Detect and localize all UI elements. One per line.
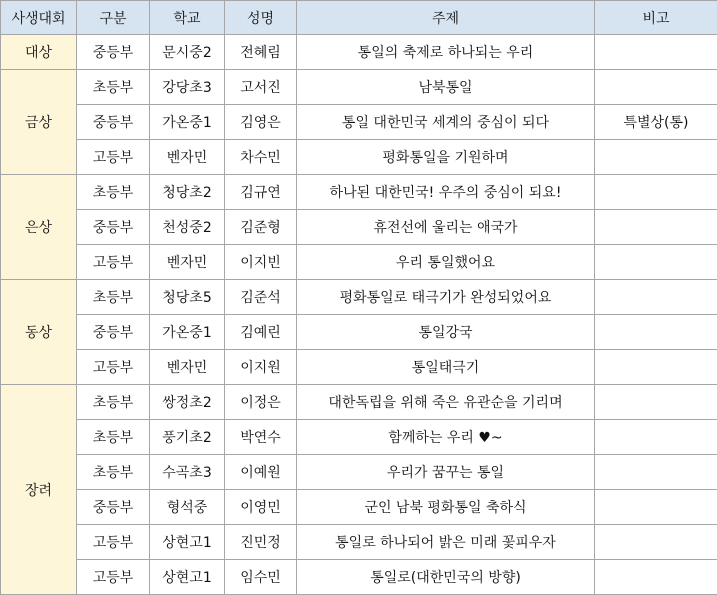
school-cell: 벤자민 (150, 140, 225, 175)
topic-cell: 통일의 축제로 하나되는 우리 (297, 35, 595, 70)
topic-cell: 통일로 하나되어 밝은 미래 꽃피우자 (297, 525, 595, 560)
name-cell: 고서진 (225, 70, 297, 105)
name-cell: 진민정 (225, 525, 297, 560)
division-cell: 중등부 (77, 35, 150, 70)
note-cell (595, 490, 717, 525)
award-cell: 동상 (1, 280, 77, 385)
school-cell: 수곡초3 (150, 455, 225, 490)
table-row (1, 420, 717, 455)
note-cell: 특별상(통) (595, 105, 717, 140)
name-cell: 이지빈 (225, 245, 297, 280)
table-body (1, 35, 717, 595)
note-cell (595, 560, 717, 595)
note-cell (595, 175, 717, 210)
table-row (1, 105, 717, 140)
name-cell: 이정은 (225, 385, 297, 420)
school-cell: 청당초5 (150, 280, 225, 315)
name-cell: 김준형 (225, 210, 297, 245)
name-cell: 박연수 (225, 420, 297, 455)
division-cell: 초등부 (77, 175, 150, 210)
division-cell: 고등부 (77, 350, 150, 385)
name-cell: 김영은 (225, 105, 297, 140)
table-row (1, 210, 717, 245)
table-row (1, 455, 717, 490)
note-cell (595, 350, 717, 385)
table-row (1, 140, 717, 175)
table-row (1, 175, 717, 210)
division-cell: 초등부 (77, 385, 150, 420)
topic-cell: 평화통일로 태극기가 완성되었어요 (297, 280, 595, 315)
division-cell: 초등부 (77, 455, 150, 490)
note-cell (595, 280, 717, 315)
school-cell: 벤자민 (150, 350, 225, 385)
division-cell: 고등부 (77, 140, 150, 175)
school-cell: 문시중2 (150, 35, 225, 70)
note-cell (595, 140, 717, 175)
header-topic: 주제 (297, 1, 595, 35)
name-cell: 김규연 (225, 175, 297, 210)
division-cell: 고등부 (77, 525, 150, 560)
school-cell: 상현고1 (150, 525, 225, 560)
name-cell: 이지원 (225, 350, 297, 385)
table-header (1, 1, 717, 35)
division-cell: 고등부 (77, 245, 150, 280)
table-row (1, 560, 717, 595)
name-cell: 차수민 (225, 140, 297, 175)
topic-cell: 통일태극기 (297, 350, 595, 385)
topic-cell: 함께하는 우리 ♥~ (297, 420, 595, 455)
division-cell: 초등부 (77, 420, 150, 455)
name-cell: 이영민 (225, 490, 297, 525)
note-cell (595, 245, 717, 280)
note-cell (595, 455, 717, 490)
division-cell: 고등부 (77, 560, 150, 595)
name-cell: 김예린 (225, 315, 297, 350)
school-cell: 가온중1 (150, 315, 225, 350)
header-award: 사생대회 (1, 1, 77, 35)
school-cell: 강당초3 (150, 70, 225, 105)
header-name: 성명 (225, 1, 297, 35)
table-row (1, 350, 717, 385)
award-cell: 은상 (1, 175, 77, 280)
topic-cell: 통일 대한민국 세계의 중심이 되다 (297, 105, 595, 140)
award-cell: 금상 (1, 70, 77, 175)
note-cell (595, 525, 717, 560)
header-school: 학교 (150, 1, 225, 35)
table-row (1, 245, 717, 280)
school-cell: 상현고1 (150, 560, 225, 595)
division-cell: 중등부 (77, 105, 150, 140)
note-cell (595, 315, 717, 350)
note-cell (595, 70, 717, 105)
header-division: 구분 (77, 1, 150, 35)
topic-cell: 우리가 꿈꾸는 통일 (297, 455, 595, 490)
table-row (1, 70, 717, 105)
school-cell: 풍기초2 (150, 420, 225, 455)
name-cell: 이예원 (225, 455, 297, 490)
table-row (1, 525, 717, 560)
school-cell: 가온중1 (150, 105, 225, 140)
division-cell: 중등부 (77, 490, 150, 525)
table-row (1, 280, 717, 315)
topic-cell: 대한독립을 위해 죽은 유관순을 기리며 (297, 385, 595, 420)
name-cell: 임수민 (225, 560, 297, 595)
header-note: 비고 (595, 1, 717, 35)
topic-cell: 남북통일 (297, 70, 595, 105)
division-cell: 중등부 (77, 210, 150, 245)
division-cell: 초등부 (77, 280, 150, 315)
school-cell: 청당초2 (150, 175, 225, 210)
school-cell: 형석중 (150, 490, 225, 525)
topic-cell: 하나된 대한민국! 우주의 중심이 되요! (297, 175, 595, 210)
division-cell: 초등부 (77, 70, 150, 105)
table-row (1, 35, 717, 70)
table-row (1, 490, 717, 525)
note-cell (595, 210, 717, 245)
name-cell: 김준석 (225, 280, 297, 315)
table-row (1, 385, 717, 420)
topic-cell: 군인 남북 평화통일 축하식 (297, 490, 595, 525)
school-cell: 쌍정초2 (150, 385, 225, 420)
note-cell (595, 35, 717, 70)
name-cell: 전혜림 (225, 35, 297, 70)
topic-cell: 휴전선에 울리는 애국가 (297, 210, 595, 245)
header-row (1, 1, 717, 35)
school-cell: 벤자민 (150, 245, 225, 280)
award-cell: 대상 (1, 35, 77, 70)
division-cell: 중등부 (77, 315, 150, 350)
note-cell (595, 420, 717, 455)
table-row (1, 315, 717, 350)
award-cell: 장려 (1, 385, 77, 595)
school-cell: 천성중2 (150, 210, 225, 245)
topic-cell: 통일강국 (297, 315, 595, 350)
note-cell (595, 385, 717, 420)
topic-cell: 통일로(대한민국의 방향) (297, 560, 595, 595)
topic-cell: 평화통일을 기원하며 (297, 140, 595, 175)
topic-cell: 우리 통일했어요 (297, 245, 595, 280)
